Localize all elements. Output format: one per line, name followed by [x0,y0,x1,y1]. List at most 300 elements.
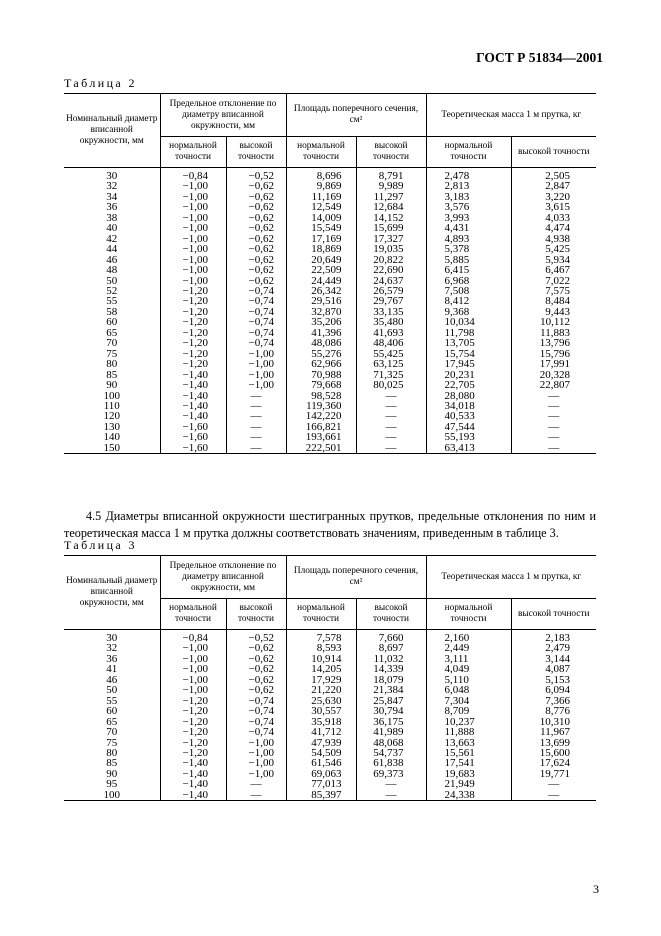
table-cell: −0,74 [226,317,286,327]
table-cell: 19,035 [356,244,426,254]
table-cell: 5,934 [511,255,596,265]
table-cell: 20,231 [426,370,511,380]
table-cell: −1,00 [226,738,286,748]
table-cell: 19,683 [426,769,511,779]
table-cell: 75 [64,738,160,748]
table-cell: 8,791 [356,168,426,182]
table-cell: 13,663 [426,738,511,748]
table-row [64,443,596,454]
table-cell: −1,00 [226,769,286,779]
table-cell: −0,74 [226,286,286,296]
table-cell: −0,62 [226,223,286,233]
table-cell: 4,049 [426,664,511,674]
table-cell: −1,20 [160,296,226,306]
table-cell: −0,62 [226,202,286,212]
table-cell: −0,62 [226,654,286,664]
table-cell: 10,310 [511,717,596,727]
table-cell: 10,914 [286,654,356,664]
table-cell: 17,945 [426,359,511,369]
table-cell: 8,593 [286,643,356,653]
table-cell: 5,153 [511,675,596,685]
table-cell: 8,412 [426,296,511,306]
table-cell: −1,40 [160,380,226,390]
table-cell: 8,776 [511,706,596,716]
table-cell: −0,62 [226,265,286,275]
table-cell: — [226,401,286,411]
table-cell: 90 [64,769,160,779]
table-cell: 30,794 [356,706,426,716]
table2-subheader-high: высокой точности [226,137,286,168]
table-cell: −1,40 [160,779,226,789]
table-cell: — [226,422,286,432]
table-cell: 21,220 [286,685,356,695]
table3-header-area: Площадь поперечного сечения, см² [286,556,426,599]
table-cell: 35,480 [356,317,426,327]
table-cell: 13,705 [426,338,511,348]
table-cell: 10,034 [426,317,511,327]
table-cell: 8,709 [426,706,511,716]
table-cell: 41,712 [286,727,356,737]
table-cell: 7,660 [356,630,426,644]
table-row [64,727,596,737]
table2-caption: Таблица 2 [64,76,137,90]
table-cell: −0,62 [226,664,286,674]
table3-subheader-high: высокой точности [226,599,286,630]
table-cell: 7,304 [426,696,511,706]
table-cell: −1,00 [160,192,226,202]
table2-header-deviation: Предельное отклонение по диаметру вписанной окружности, мм [160,94,286,137]
table-cell: −1,20 [160,706,226,716]
table-cell: 22,509 [286,265,356,275]
table-cell: −0,62 [226,255,286,265]
table-cell: −1,00 [160,244,226,254]
table-cell: −0,62 [226,213,286,223]
table-cell: −1,20 [160,317,226,327]
table-cell: 35,206 [286,317,356,327]
table-cell: 21,949 [426,779,511,789]
table-cell: 3,220 [511,192,596,202]
table-cell: 47,939 [286,738,356,748]
table-cell: 54,509 [286,748,356,758]
table-cell: 120 [64,411,160,421]
table-cell: 35,918 [286,717,356,727]
table-cell: −1,00 [160,643,226,653]
table-cell: 41,396 [286,328,356,338]
table-cell: 7,366 [511,696,596,706]
table-cell: 75 [64,349,160,359]
table-cell: −1,40 [160,411,226,421]
table-cell: 85 [64,758,160,768]
table-cell: −0,74 [226,706,286,716]
table-cell: 48,068 [356,738,426,748]
table-cell: — [356,391,426,401]
table3-subheader-normal: нормальной точности [426,599,511,630]
table-cell: 8,696 [286,168,356,182]
table2-header-diameter: Номинальный диаметр вписанной окружности, мм [64,94,160,168]
table-cell: 11,169 [286,192,356,202]
table-cell: 15,796 [511,349,596,359]
document-header: ГОСТ Р 51834—2001 [476,50,603,65]
table-cell: −1,00 [226,359,286,369]
table-cell: 30,557 [286,706,356,716]
table-cell: 6,094 [511,685,596,695]
table-cell: 61,546 [286,758,356,768]
table-row [64,380,596,390]
table-cell: 58 [64,307,160,317]
table-cell: 55,193 [426,432,511,442]
table-cell: 34,018 [426,401,511,411]
table3-body [64,630,596,801]
table-cell: 7,022 [511,276,596,286]
table-cell: −1,00 [160,202,226,212]
table-cell: 4,474 [511,223,596,233]
table-cell: — [511,422,596,432]
table-cell: — [511,411,596,421]
table-cell: 8,697 [356,643,426,653]
page-number: 3 [593,882,599,896]
table-cell: 70 [64,727,160,737]
table-cell: 4,033 [511,213,596,223]
table-cell: 42 [64,234,160,244]
table-cell: 32 [64,181,160,191]
table-cell: −1,40 [160,401,226,411]
table-cell: −1,40 [160,391,226,401]
table-cell: 70,988 [286,370,356,380]
table-cell: −0,62 [226,181,286,191]
table-cell: −0,62 [226,643,286,653]
table-cell: 4,087 [511,664,596,674]
table-cell: 69,063 [286,769,356,779]
table-cell: 25,847 [356,696,426,706]
table-cell: — [511,779,596,789]
table-cell: −0,74 [226,307,286,317]
table-cell: −0,84 [160,630,226,644]
table-cell: 17,929 [286,675,356,685]
table2-subheader-normal: нормальной точности [286,137,356,168]
table-cell: 140 [64,432,160,442]
table-cell: 69,373 [356,769,426,779]
table-cell: 2,505 [511,168,596,182]
table-cell: — [511,443,596,454]
table-cell: — [356,443,426,454]
table-cell: 71,325 [356,370,426,380]
table-cell: — [356,422,426,432]
table-cell: −1,20 [160,307,226,317]
table-cell: −1,20 [160,717,226,727]
table-cell: 3,615 [511,202,596,212]
table-cell: — [226,779,286,789]
table-cell: 2,160 [426,630,511,644]
table-cell: — [226,443,286,454]
table2-header-mass: Теоретическая масса 1 м прутка, кг [426,94,596,137]
table-cell: −1,00 [226,380,286,390]
table-cell: 4,893 [426,234,511,244]
table-cell: 11,032 [356,654,426,664]
table-cell: −1,00 [160,675,226,685]
table-cell: 47,544 [426,422,511,432]
table-cell: −1,20 [160,286,226,296]
table-cell: — [356,411,426,421]
table-cell: 55 [64,296,160,306]
table-cell: 26,342 [286,286,356,296]
table-cell: 14,152 [356,213,426,223]
table-cell: 2,183 [511,630,596,644]
table-cell: −1,00 [226,370,286,380]
table-cell: 40,533 [426,411,511,421]
table-cell: 13,699 [511,738,596,748]
table3-subheader-normal: нормальной точности [286,599,356,630]
table-cell: −0,74 [226,717,286,727]
table-cell: — [226,391,286,401]
table-cell: — [356,790,426,801]
table-cell: −1,00 [160,265,226,275]
table-cell: 62,966 [286,359,356,369]
table-cell: 5,378 [426,244,511,254]
table-cell: −1,20 [160,349,226,359]
table-cell: −1,20 [160,359,226,369]
table-cell: 24,338 [426,790,511,801]
table-cell: −1,00 [160,664,226,674]
table-cell: −0,62 [226,234,286,244]
table-cell: 20,822 [356,255,426,265]
table-cell: −0,62 [226,276,286,286]
table-cell: 9,989 [356,181,426,191]
table-cell: 130 [64,422,160,432]
table-cell: 50 [64,685,160,695]
table-cell: 2,449 [426,643,511,653]
table-cell: −0,74 [226,696,286,706]
table-cell: −0,74 [226,296,286,306]
table-cell: 50 [64,276,160,286]
table-cell: 85,397 [286,790,356,801]
table-cell: 95 [64,779,160,789]
table-cell: 41,693 [356,328,426,338]
table-row [64,265,596,275]
table-cell: 32 [64,643,160,653]
table-cell: 65 [64,328,160,338]
table-cell: −0,52 [226,630,286,644]
table-cell: — [226,790,286,801]
table-cell: 166,821 [286,422,356,432]
table-cell: −1,20 [160,338,226,348]
table-cell: 110 [64,401,160,411]
table-cell: −1,20 [160,727,226,737]
table-cell: −1,40 [160,790,226,801]
table-cell: −1,00 [226,349,286,359]
table-row [64,630,596,644]
table-cell: 80 [64,748,160,758]
table-cell: −1,00 [160,213,226,223]
table-cell: — [511,401,596,411]
table-cell: 18,869 [286,244,356,254]
table-cell: 5,885 [426,255,511,265]
table3-subheader-normal: нормальной точности [160,599,226,630]
table-cell: 26,579 [356,286,426,296]
table-cell: — [511,391,596,401]
paragraph-4-5: 4.5 Диаметры вписанной окружности шестигранных прутков, предельные отклонения по ним и теоретическая масса 1 м прутка должны соответствовать значениям, приведенным в таблице 3. [64,509,596,540]
table-cell: 15,600 [511,748,596,758]
table-cell: 15,699 [356,223,426,233]
table-cell: 70 [64,338,160,348]
table-cell: 22,690 [356,265,426,275]
table-cell: 77,013 [286,779,356,789]
table-cell: 9,869 [286,181,356,191]
table-cell: −1,20 [160,696,226,706]
table-cell: 14,339 [356,664,426,674]
table2-header-area: Площадь поперечного сечения, см² [286,94,426,137]
table-cell: 222,501 [286,443,356,454]
table-cell: 25,630 [286,696,356,706]
table-cell: −1,00 [160,685,226,695]
table-cell: 11,297 [356,192,426,202]
table-cell: 40 [64,223,160,233]
table-cell: 7,508 [426,286,511,296]
table-cell: −1,00 [160,276,226,286]
table-cell: 7,575 [511,286,596,296]
table-cell: 44 [64,244,160,254]
table-cell: 14,205 [286,664,356,674]
table-cell: −1,60 [160,422,226,432]
table-cell: 13,796 [511,338,596,348]
table-cell: — [226,432,286,442]
table-cell: 61,838 [356,758,426,768]
table3-subheader-high: высокой точности [356,599,426,630]
table-cell: 41,989 [356,727,426,737]
table-cell: −0,74 [226,727,286,737]
table-cell: −1,20 [160,738,226,748]
table-cell: 34 [64,192,160,202]
table-cell: 24,449 [286,276,356,286]
table-cell: 46 [64,255,160,265]
table-cell: 21,384 [356,685,426,695]
table3 [64,555,596,801]
table-cell: 11,883 [511,328,596,338]
table-cell: 46 [64,675,160,685]
table-cell: −1,40 [160,370,226,380]
table-cell: 29,516 [286,296,356,306]
table-cell: 11,798 [426,328,511,338]
table-cell: 4,938 [511,234,596,244]
table-cell: 11,888 [426,727,511,737]
table-cell: −0,62 [226,192,286,202]
table-cell: 193,661 [286,432,356,442]
table-cell: 22,705 [426,380,511,390]
table-cell: 63,125 [356,359,426,369]
table-cell: 15,549 [286,223,356,233]
table-cell: 32,870 [286,307,356,317]
table-cell: 60 [64,706,160,716]
table-cell: 8,484 [511,296,596,306]
table-cell: 98,528 [286,391,356,401]
table-cell: 100 [64,391,160,401]
table-cell: 5,110 [426,675,511,685]
table-cell: −1,60 [160,432,226,442]
table-cell: — [226,411,286,421]
table-cell: 60 [64,317,160,327]
table-cell: 2,847 [511,181,596,191]
table3-caption: Таблица 3 [64,538,137,552]
table-cell: 12,549 [286,202,356,212]
table-cell: 36 [64,202,160,212]
table-cell: 18,079 [356,675,426,685]
table-cell: −0,84 [160,168,226,182]
table-cell: 100 [64,790,160,801]
table2-subheader-normal: нормальной точности [426,137,511,168]
table-cell: −1,20 [160,748,226,758]
table-cell: −1,00 [226,758,286,768]
table-cell: — [356,401,426,411]
table-cell: 55 [64,696,160,706]
table-cell: 22,807 [511,380,596,390]
table-cell: −1,40 [160,758,226,768]
table-cell: 90 [64,380,160,390]
table-cell: −1,20 [160,328,226,338]
table2-subheader-normal: нормальной точности [160,137,226,168]
table-cell: 14,009 [286,213,356,223]
table-cell: 20,649 [286,255,356,265]
table-cell: 38 [64,213,160,223]
table3-header-diameter: Номинальный диаметр вписанной окружности, мм [64,556,160,630]
table-cell: 79,668 [286,380,356,390]
table-cell: 65 [64,717,160,727]
table-cell: 36,175 [356,717,426,727]
table-cell: 30 [64,630,160,644]
table-cell: 41 [64,664,160,674]
table-cell: −0,52 [226,168,286,182]
table-cell: 55,425 [356,349,426,359]
table-cell: 19,771 [511,769,596,779]
table-cell: 52 [64,286,160,296]
table-cell: 10,237 [426,717,511,727]
table-cell: 150 [64,443,160,454]
table-cell: 15,754 [426,349,511,359]
table-cell: — [511,432,596,442]
table-cell: −1,00 [160,255,226,265]
table-cell: −0,62 [226,244,286,254]
table-cell: 3,183 [426,192,511,202]
table-cell: 5,425 [511,244,596,254]
table-cell: 6,415 [426,265,511,275]
table-cell: 36 [64,654,160,664]
table-cell: 12,684 [356,202,426,212]
table-cell: 30 [64,168,160,182]
table-cell: 17,541 [426,758,511,768]
table-cell: −1,00 [160,181,226,191]
table-cell: 85 [64,370,160,380]
table-cell: 9,443 [511,307,596,317]
table-cell: 2,478 [426,168,511,182]
table-cell: 7,578 [286,630,356,644]
table-cell: −1,00 [160,223,226,233]
table-cell: 10,112 [511,317,596,327]
table2 [64,93,596,454]
table-cell: 6,048 [426,685,511,695]
table-cell: 142,220 [286,411,356,421]
table-cell: 80,025 [356,380,426,390]
table-cell: −0,62 [226,685,286,695]
table-cell: 17,327 [356,234,426,244]
table-cell: 63,413 [426,443,511,454]
table-cell: — [511,790,596,801]
table-cell: 9,368 [426,307,511,317]
table-cell: 20,328 [511,370,596,380]
table3-header-mass: Теоретическая масса 1 м прутка, кг [426,556,596,599]
table-cell: 33,135 [356,307,426,317]
table-row [64,790,596,801]
table-cell: 6,968 [426,276,511,286]
table-cell: 4,431 [426,223,511,233]
table3-header-deviation: Предельное отклонение по диаметру вписанной окружности, мм [160,556,286,599]
